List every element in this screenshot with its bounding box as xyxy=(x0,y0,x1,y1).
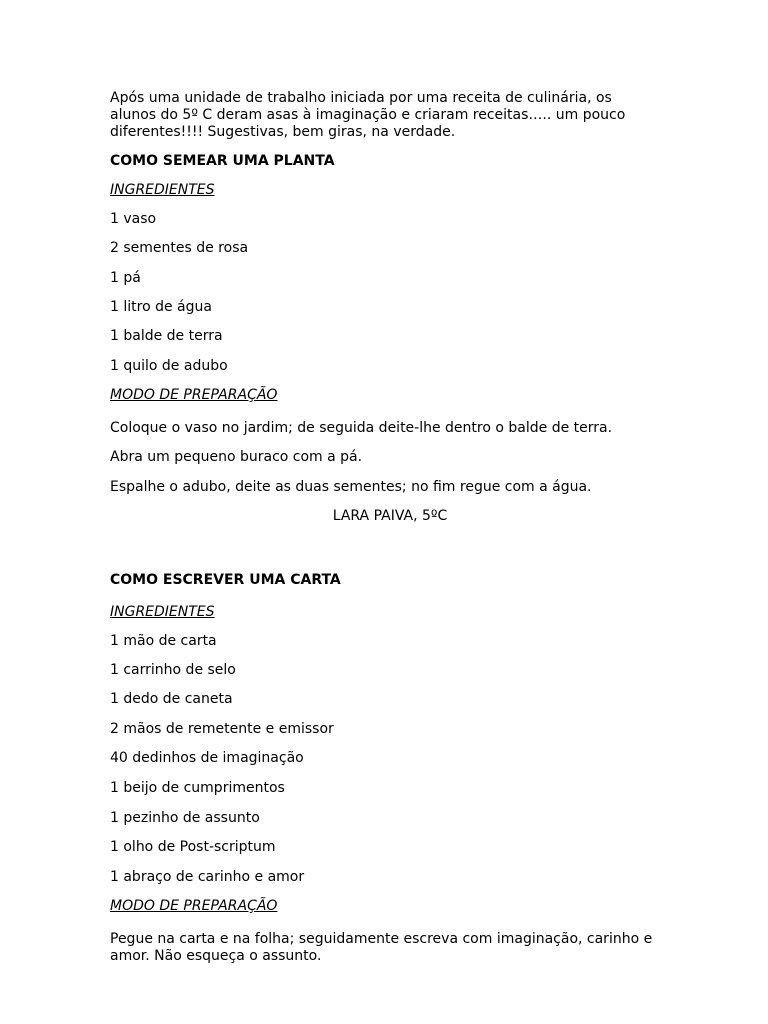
recipe-1-method-label: MODO DE PREPARAÇÃO xyxy=(110,387,278,403)
recipe-1-author: LARA PAIVA, 5ºC xyxy=(332,508,448,524)
recipe-2-ingredient: 1 dedo de caneta xyxy=(110,691,233,707)
recipe-2-step: Pegue na carta e na folha; seguidamente escreva com imaginação, carinho e amor. Não esqueça o assunto. xyxy=(110,931,653,964)
recipe-2-ingredient: 1 olho de Post-scriptum xyxy=(110,839,276,855)
recipe-2-title: COMO ESCREVER UMA CARTA xyxy=(110,572,341,588)
recipe-2-method-label: MODO DE PREPARAÇÃO xyxy=(110,898,278,914)
recipe-1-ingredient: 1 quilo de adubo xyxy=(110,358,228,374)
recipe-2-ingredient: 1 abraço de carinho e amor xyxy=(110,869,305,885)
recipe-2-ingredient: 40 dedinhos de imaginação xyxy=(110,750,304,766)
intro-paragraph: Após uma unidade de trabalho iniciada por uma receita de culinária, os alunos do 5º C deram asas à imaginação e criaram receitas….. um pouco diferentes!!!! Sugestivas, bem giras, na verdade. xyxy=(110,90,626,140)
recipe-1-ingredient: 1 pá xyxy=(110,270,141,286)
recipe-2-ingredient: 1 carrinho de selo xyxy=(110,662,236,678)
recipe-2-ingredient: 1 beijo de cumprimentos xyxy=(110,780,285,796)
recipe-1-ingredient: 1 balde de terra xyxy=(110,328,223,344)
recipe-1-ingredients-label: INGREDIENTES xyxy=(110,182,215,198)
recipe-1-step: Abra um pequeno buraco com a pá. xyxy=(110,449,363,465)
recipe-2-ingredient: 1 mão de carta xyxy=(110,633,217,649)
recipe-1-ingredient: 2 sementes de rosa xyxy=(110,240,249,256)
recipe-2-ingredient: 2 mãos de remetente e emissor xyxy=(110,721,334,737)
recipe-1-step: Coloque o vaso no jardim; de seguida deite-lhe dentro o balde de terra. xyxy=(110,420,613,436)
recipe-2-ingredient: 1 pezinho de assunto xyxy=(110,810,260,826)
recipe-2-ingredients-label: INGREDIENTES xyxy=(110,604,215,620)
recipe-1-ingredient: 1 litro de água xyxy=(110,299,212,315)
recipe-1-step: Espalhe o adubo, deite as duas sementes; no fim regue com a água. xyxy=(110,479,592,495)
recipe-1-ingredient: 1 vaso xyxy=(110,211,157,227)
recipe-1-title: COMO SEMEAR UMA PLANTA xyxy=(110,153,335,169)
